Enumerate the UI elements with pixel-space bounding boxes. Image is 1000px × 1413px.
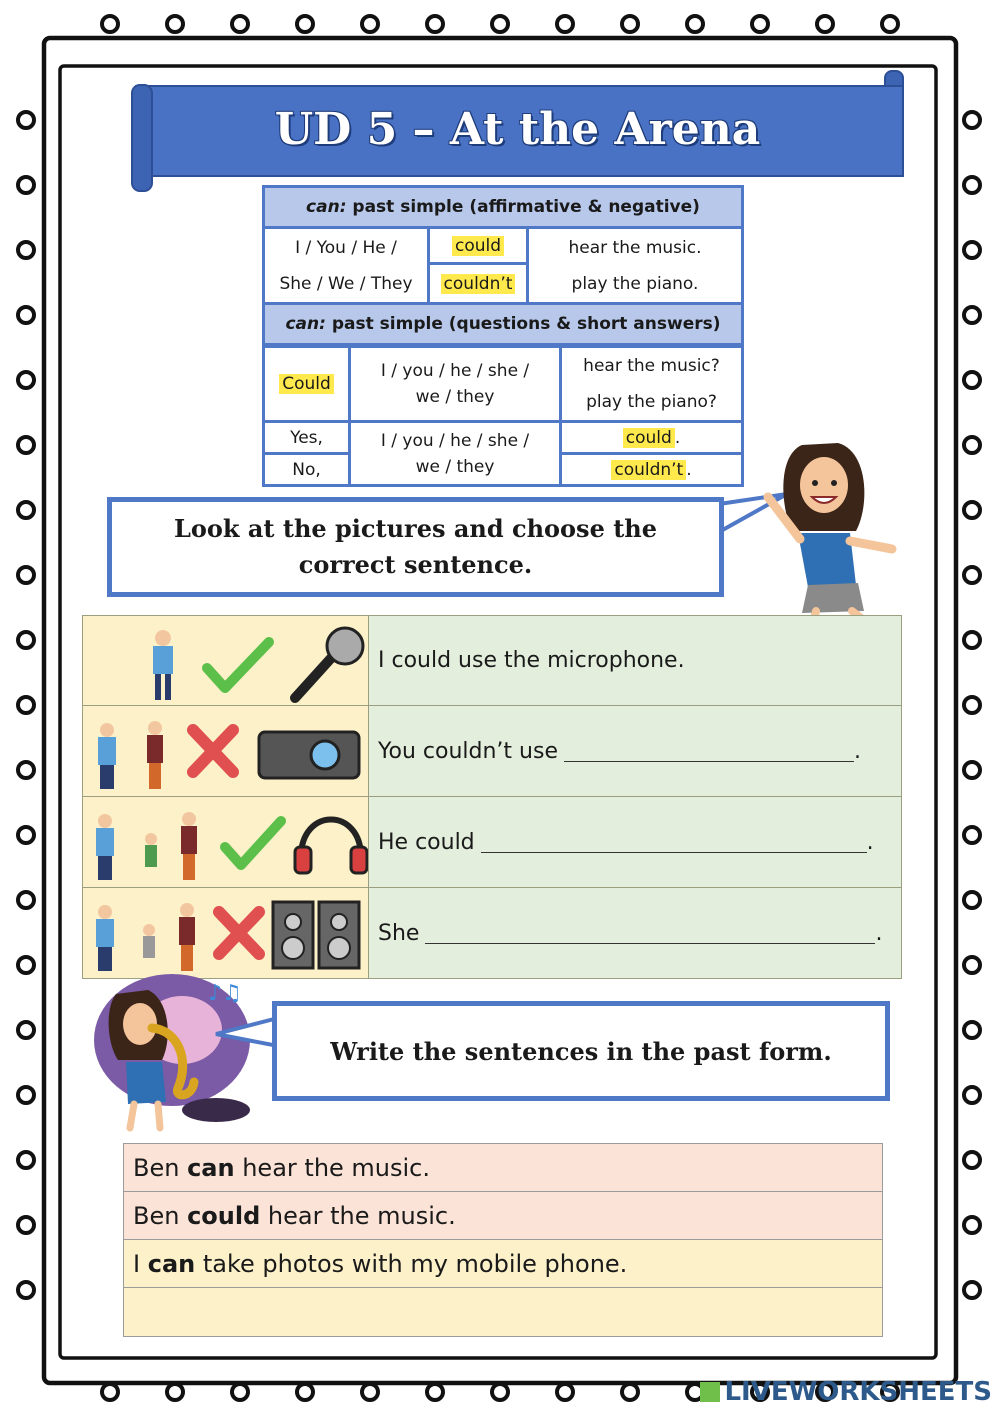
- boy-figure-icon: [153, 630, 173, 700]
- border-loop: [964, 502, 980, 518]
- sentence-cell: He could .: [369, 797, 901, 887]
- microphone-icon: [295, 628, 363, 698]
- border-loop: [964, 242, 980, 258]
- write-row-prompt: I can take photos with my mobile phone.: [124, 1240, 882, 1288]
- border-loop: [18, 697, 34, 713]
- teacher-avatar: [758, 435, 908, 630]
- border-loop: [752, 16, 768, 32]
- border-loop: [18, 242, 34, 258]
- no-cell: No,: [264, 454, 350, 486]
- page-title: UD 5 – At the Arena: [274, 103, 761, 155]
- border-loop: [964, 632, 980, 648]
- border-loop: [362, 16, 378, 32]
- border-loop: [964, 827, 980, 843]
- border-loop: [964, 112, 980, 128]
- border-loop: [102, 1384, 118, 1400]
- write-row-example-present: Ben can hear the music.: [124, 1144, 882, 1192]
- border-loop: [492, 16, 508, 32]
- border-loop: [297, 16, 313, 32]
- could-cell: could: [429, 228, 528, 264]
- picture-cell-projector: [83, 706, 369, 796]
- write-row-example-past: Ben could hear the music.: [124, 1192, 882, 1240]
- sentence-cell: I could use the microphone.: [369, 616, 901, 705]
- three-people-icon: [96, 812, 197, 880]
- border-loop: [18, 567, 34, 583]
- border-loop: [18, 1282, 34, 1298]
- cross-icon: [193, 730, 233, 772]
- a-subjects-cell: I / you / he / she / we / they: [350, 422, 561, 486]
- liveworksheets-logo: LIVEWORKSHEETS: [700, 1377, 992, 1407]
- questions-header: can: past simple (questions & short answers): [264, 304, 743, 345]
- border-loop: [964, 892, 980, 908]
- border-loop: [964, 567, 980, 583]
- checkmark-icon: [207, 642, 269, 688]
- border-loop: [882, 16, 898, 32]
- write-table: [123, 1143, 883, 1337]
- exercise-row: [82, 888, 902, 979]
- instruction-box-1: Look at the pictures and choose the correct sentence.: [107, 497, 724, 597]
- svg-text:♪♫: ♪♫: [208, 981, 242, 1006]
- grammar-table: [262, 185, 744, 346]
- border-loop: [964, 697, 980, 713]
- cross-icon: [219, 912, 259, 954]
- short-could-cell: could .: [561, 422, 743, 454]
- border-loop: [167, 1384, 183, 1400]
- border-loop: [18, 1022, 34, 1038]
- border-loop: [18, 437, 34, 453]
- border-loop: [18, 112, 34, 128]
- liveworksheets-icon: [700, 1382, 720, 1402]
- border-loop: [964, 437, 980, 453]
- exercise-row: [82, 615, 902, 706]
- border-loop: [18, 1217, 34, 1233]
- border-loop: [232, 16, 248, 32]
- border-loop: [18, 372, 34, 388]
- answer-blank[interactable]: [481, 832, 867, 853]
- sentence-cell: She .: [369, 888, 901, 978]
- border-loop: [232, 1384, 248, 1400]
- border-loop: [102, 16, 118, 32]
- border-loop: [18, 1087, 34, 1103]
- border-loop: [492, 1384, 508, 1400]
- projector-icon: [259, 732, 359, 778]
- picture-cell-microphone: [83, 616, 369, 705]
- border-loop: [964, 1087, 980, 1103]
- border-loop: [297, 1384, 313, 1400]
- border-loop: [18, 307, 34, 323]
- exercise-row: [82, 706, 902, 797]
- border-loop: [427, 16, 443, 32]
- border-loop: [964, 762, 980, 778]
- border-loop: [687, 16, 703, 32]
- border-loop: [18, 502, 34, 518]
- border-loop: [18, 632, 34, 648]
- border-loop: [427, 1384, 443, 1400]
- q-could-cell: Could: [264, 347, 350, 422]
- border-loop: [18, 957, 34, 973]
- short-couldnt-cell: couldn’t .: [561, 454, 743, 486]
- two-people-icon: [98, 721, 163, 789]
- border-loop: [18, 177, 34, 193]
- border-loop: [18, 892, 34, 908]
- headphones-icon: [295, 820, 367, 874]
- questions-table: [262, 345, 744, 487]
- affirmative-header: can: past simple (affirmative & negative): [264, 187, 743, 228]
- picture-cell-speakers: [83, 888, 369, 978]
- exercise-row: [82, 797, 902, 888]
- border-loop: [964, 177, 980, 193]
- checkmark-icon: [225, 821, 281, 865]
- couldnt-cell: couldn’t: [429, 264, 528, 304]
- border-loop: [964, 1152, 980, 1168]
- exercise-table: [82, 615, 902, 979]
- write-answer-field[interactable]: [124, 1288, 882, 1336]
- border-loop: [167, 16, 183, 32]
- sentence-cell: You couldn’t use .: [369, 706, 901, 796]
- border-loop: [817, 16, 833, 32]
- border-loop: [18, 762, 34, 778]
- q-subjects-cell: I / you / he / she / we / they: [350, 347, 561, 422]
- border-loop: [622, 1384, 638, 1400]
- verbs-cell: hear the music. play the piano.: [528, 228, 743, 304]
- speakers-icon: [273, 902, 359, 968]
- border-loop: [362, 1384, 378, 1400]
- border-loop: [964, 1217, 980, 1233]
- border-loop: [557, 16, 573, 32]
- instruction-box-2: Write the sentences in the past form.: [272, 1001, 890, 1101]
- subjects-cell: I / You / He / She / We / They: [264, 228, 429, 304]
- border-loop: [964, 957, 980, 973]
- border-loop: [964, 307, 980, 323]
- yes-cell: Yes,: [264, 422, 350, 454]
- border-loop: [964, 1282, 980, 1298]
- picture-cell-headphones: [83, 797, 369, 887]
- border-loop: [557, 1384, 573, 1400]
- border-loop: [18, 827, 34, 843]
- border-loop: [964, 372, 980, 388]
- answer-blank[interactable]: [564, 741, 854, 762]
- border-loop: [964, 1022, 980, 1038]
- q-verbs-cell: hear the music? play the piano?: [561, 347, 743, 422]
- border-loop: [622, 16, 638, 32]
- answer-blank[interactable]: [425, 923, 875, 944]
- border-loop: [18, 1152, 34, 1168]
- three-people-icon: [96, 903, 195, 971]
